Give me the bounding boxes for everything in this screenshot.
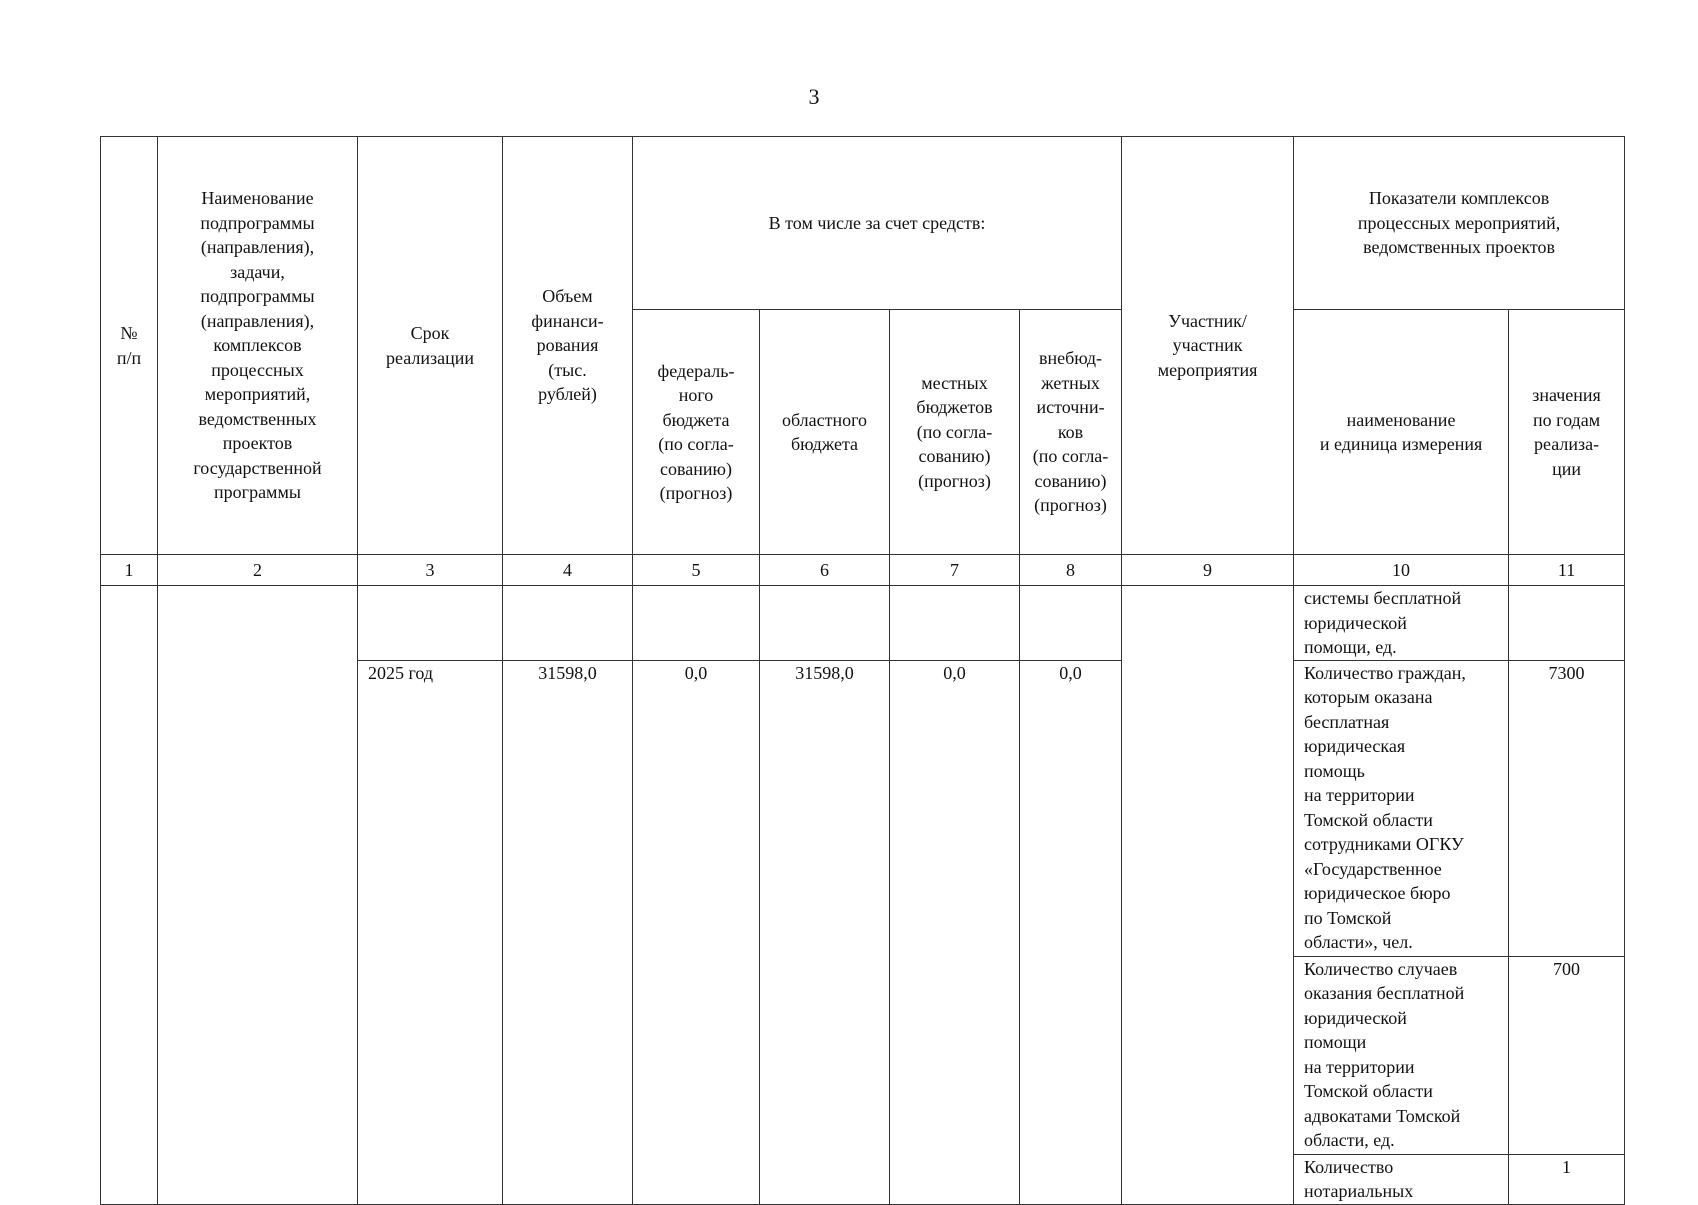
header-indicators-group: Показатели комплексов процессных мероприятий, ведомственных проектов [1294,137,1625,310]
header-local-budget: местных бюджетов (по согла- сованию) (прогноз) [890,310,1020,555]
cell-term [358,586,503,661]
program-table [100,136,1625,1205]
column-number: 4 [503,555,633,586]
cell-federal: 0,0 [633,660,760,1204]
cell-extra [1020,586,1122,661]
column-number: 1 [101,555,158,586]
cell-participant [1122,586,1294,1205]
cell-volume: 31598,0 [503,660,633,1204]
column-number: 8 [1020,555,1122,586]
header-number: № п/п [101,137,158,555]
cell-indicator: Количество нотариальных [1294,1154,1509,1204]
header-funding-volume: Объем финанси- рования (тыс. рублей) [503,137,633,555]
cell-indicator-value: 700 [1509,956,1625,1154]
cell-federal [633,586,760,661]
page-number: 3 [808,84,820,109]
cell-indicator-value: 7300 [1509,660,1625,956]
column-number: 2 [158,555,358,586]
header-indicator-name: наименование и единица измерения [1294,310,1509,555]
cell-number [101,586,158,1205]
column-numbers-row [101,555,1625,586]
column-number: 7 [890,555,1020,586]
header-indicator-values: значения по годам реализа- ции [1509,310,1625,555]
column-number: 3 [358,555,503,586]
column-number: 9 [1122,555,1294,586]
header-funding-group: В том числе за счет средств: [633,137,1122,310]
header-subprogram-name: Наименование подпрограммы (направления), задачи, подпрограммы (направления), комплексов процессных мероприятий, ведомственных проектов государственной программы [158,137,358,555]
header-federal-budget: федераль- ного бюджета (по согла- сованию) (прогноз) [633,310,760,555]
column-number: 6 [760,555,890,586]
cell-subprogram-name [158,586,358,1205]
cell-indicator: Количество случаев оказания бесплатной юридической помощи на территории Томской области адвокатами Томской области, ед. [1294,956,1509,1154]
table-row [101,586,1625,661]
cell-volume [503,586,633,661]
cell-indicator-value [1509,586,1625,661]
cell-regional [760,586,890,661]
cell-local [890,586,1020,661]
column-number: 5 [633,555,760,586]
column-number: 10 [1294,555,1509,586]
cell-local: 0,0 [890,660,1020,1204]
cell-regional: 31598,0 [760,660,890,1204]
column-number: 11 [1509,555,1625,586]
cell-indicator: Количество граждан, которым оказана бесплатная юридическая помощь на территории Томской области сотрудниками ОГКУ «Государственное юридическое бюро по Томской области», чел. [1294,660,1509,956]
cell-term: 2025 год [358,660,503,1204]
header-extra-budget: внебюд- жетных источни- ков (по согла- сованию) (прогноз) [1020,310,1122,555]
header-regional-budget: областного бюджета [760,310,890,555]
header-participant: Участник/ участник мероприятия [1122,137,1294,555]
header-term: Срок реализации [358,137,503,555]
cell-indicator: системы бесплатной юридической помощи, ед. [1294,586,1509,661]
cell-indicator-value: 1 [1509,1154,1625,1204]
cell-extra: 0,0 [1020,660,1122,1204]
